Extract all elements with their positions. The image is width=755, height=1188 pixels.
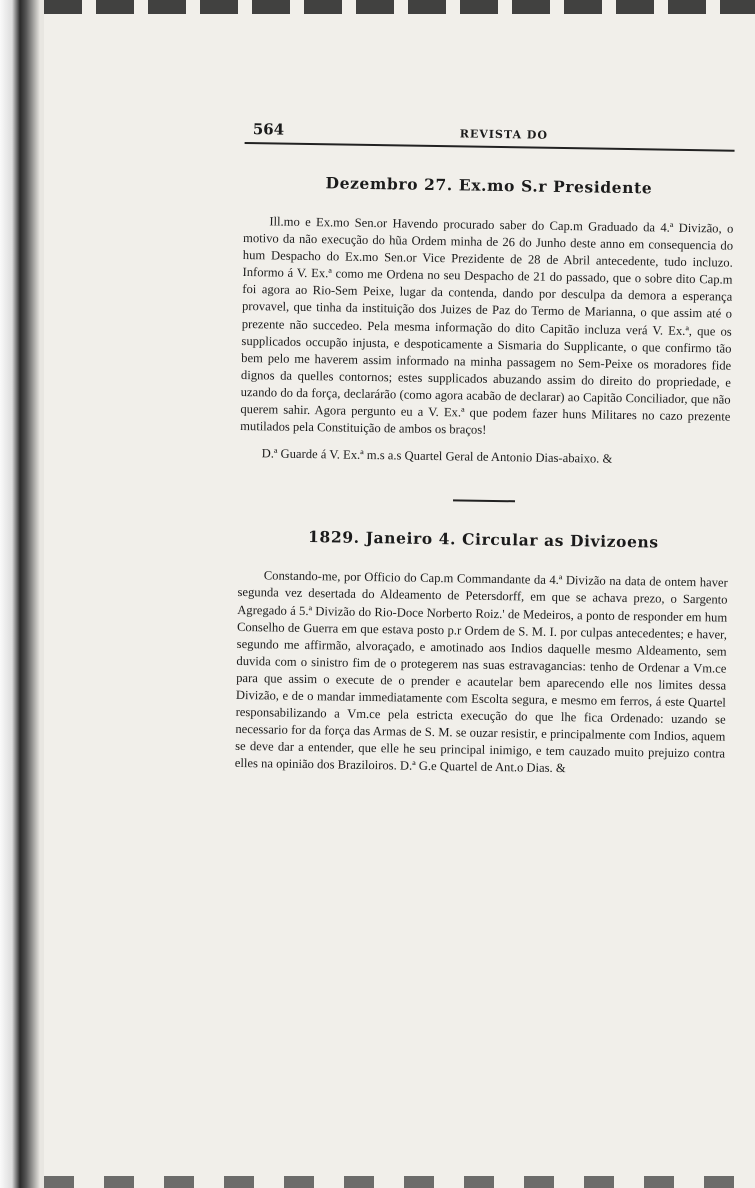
letter-body bbox=[235, 567, 728, 780]
scan-bottom-edge bbox=[44, 1176, 755, 1188]
letter-body bbox=[240, 213, 734, 470]
entry-heading: 1829. Janeiro 4. Circular as Divizoens bbox=[307, 527, 659, 552]
section-divider bbox=[453, 500, 515, 503]
letter-paragraph: Constando-me, por Officio do Cap.m Commandante da 4.ª Divizão na data de ontem haver segunda vez desertada do Aldeamento de Petersdorff, em que se achava prezo, o Sargento Agregado á 5.ª Divizão do Rio-Doce Norberto Roiz.' de Medeiros, a ponto de responder em hum Conselho de Guerra em que estava posto p.r Ordem de S. M. I. por culpas antecedentes; e haver, segundo me affirmão, alvoraçado, e amotinado aos Indios daquelle mesmo Aldeamento, sem duvida com o sinistro fim de o protegerem nas suas estravagancias: tenho de Ordenar a Vm.ce para que assim o execute de o prender e acautelar bem aparecendo elle nos limites dessa Divizão, e de o mandar immediatamente com Escolta segura, e mesmo em ferros, á este Quartel responsabilizando a Vm.ce pela estricta execução do que lhe fica Ordenado: uzando se necessario for da força das Armas de S. M. se ouzar resistir, e principalmente com Indios, aquem se deve dar a entender, que elle he seu principal inimigo, e tem cauzado muito prejuizo contra elles na opinião dos Braziloiros. D.ª G.e Quartel de Ant.o Dias. & bbox=[234, 568, 728, 776]
document-page bbox=[235, 118, 735, 780]
page-number: 564 bbox=[252, 120, 285, 139]
book-binding-edge bbox=[0, 0, 44, 1188]
letter-closing: D.ª Guarde á V. Ex.ª m.s a.s Quartel Geral de Antonio Dias-abaixo. & bbox=[261, 446, 613, 467]
entry-dezembro-27 bbox=[240, 172, 734, 470]
journal-title: REVISTA DO bbox=[459, 127, 549, 142]
entry-janeiro-4 bbox=[235, 526, 729, 780]
running-head bbox=[245, 118, 735, 152]
letter-paragraph: Ill.mo e Ex.mo Sen.or Havendo procurado saber do Cap.m Graduado da 4.ª Divizão, o motivo da não execução do hũa Ordem minha de 26 do Junho deste anno em consequencia do hum Despacho do Ex.mo Sen.or Vice Prezidente de 28 de Abril antecedente, tudo incluzo. Informo á V. Ex.ª como me Ordena no seu Despacho de 21 do passado, que o sobre dito Cap.m foi agora ao Rio-Sem Peixe, lugar da contenda, dando por desculpa da demora a esperança provavel, que tinha da instituição dos Juizes de Paz do Termo de Marianna, o que assim até o prezente não succedeo. Pela mesma informação do dito Capitão incluza verá V. Ex.ª, que os supplicados occupão injusta, e despoticamente a Sismaria do Supplicante, o que confirmo tão bem pelo me haverem assim informado na minha passagem no Sem-Peixe os moradores fide dignos da quelles contornos; estes supplicados abuzando assim do direito do propriedade, e uzando do da força, declarárão (como agora acabão de declarar) ao Capitão Conciliador, que não querem sahir. Agora pergunto eu a V. Ex.ª que podem fazer huns Militares no cazo prezente mutilados pela Constituição de ambos os braços! bbox=[240, 214, 734, 437]
scan-top-edge bbox=[44, 0, 755, 14]
entry-heading: Dezembro 27. Ex.mo S.r Presidente bbox=[325, 173, 653, 198]
